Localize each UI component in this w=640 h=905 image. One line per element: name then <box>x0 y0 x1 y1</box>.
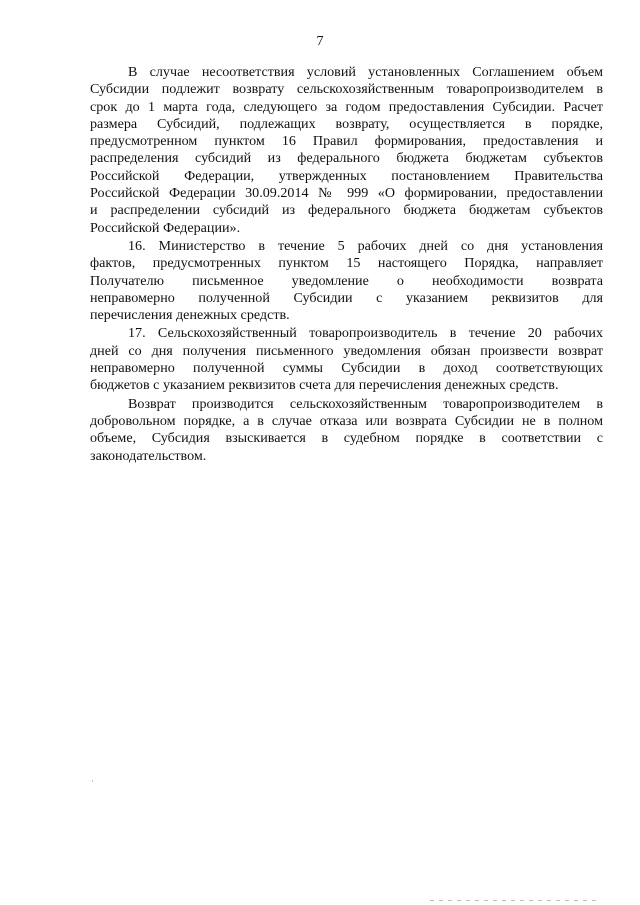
text-line: распределения субсидий из федерального бюджета бюджетам субъектов <box>90 150 603 167</box>
text-line: добровольном порядке, а в случае отказа или возврата Субсидии не в полном <box>90 412 603 429</box>
text-line: и распределении субсидий из федерального бюджета бюджетам субъектов <box>90 202 603 219</box>
text-line: бюджетов с указанием реквизитов счета для перечисления денежных средств. <box>90 377 559 394</box>
text-line: В случае несоответствия условий установленных Соглашением объем <box>128 64 603 80</box>
text-line: перечисления денежных средств. <box>90 307 290 324</box>
paragraph-refund-procedure <box>90 396 603 465</box>
text-line: Субсидии подлежит возврату сельскохозяйственным товаропроизводителем в <box>90 81 603 98</box>
text-line: законодательством. <box>90 447 207 464</box>
text-line: фактов, предусмотренных пунктом 15 настоящего Порядка, направляет <box>90 255 603 272</box>
page-number: 7 <box>316 34 324 49</box>
text-line: объеме, Субсидия взыскивается в судебном порядке в соответствии с <box>90 430 603 447</box>
document-body <box>90 64 603 465</box>
text-line: Российской Федерации 30.09.2014 № 999 «О формировании, предоставлении <box>90 185 603 202</box>
text-line: 17. Сельскохозяйственный товаропроизводитель в течение 20 рабочих <box>128 325 603 342</box>
text-line: Российской Федерации, утвержденных постановлением Правительства <box>90 167 603 184</box>
text-line: срок до 1 марта года, следующего за годом предоставления Субсидии. Расчет <box>90 98 603 115</box>
paragraph-item-17 <box>90 325 603 394</box>
text-line: 16. Министерство в течение 5 рабочих дней со дня установления <box>128 237 603 254</box>
paragraph-refund-calculation <box>90 64 603 237</box>
text-line: Возврат производится сельскохозяйственным товаропроизводителем в <box>128 395 603 412</box>
text-line: предусмотренном пунктом 16 Правил формирования, предоставления и <box>90 133 603 150</box>
text-line: Получателю письменное уведомление о необходимости возврата <box>90 272 603 289</box>
text-line: Российской Федерации». <box>90 219 241 236</box>
text-line: неправомерно полученной Субсидии с указанием реквизитов для <box>90 289 603 306</box>
scan-speck <box>92 780 93 782</box>
paragraph-item-16 <box>90 238 603 324</box>
text-line: размера Субсидий, подлежащих возврату, осуществляется в порядке, <box>90 115 603 132</box>
text-line: неправомерно полученной суммы Субсидии в доход соответствующих <box>90 360 603 377</box>
text-line: дней со дня получения письменного уведомления обязан произвести возврат <box>90 342 603 359</box>
scan-bottom-edge <box>430 900 600 901</box>
